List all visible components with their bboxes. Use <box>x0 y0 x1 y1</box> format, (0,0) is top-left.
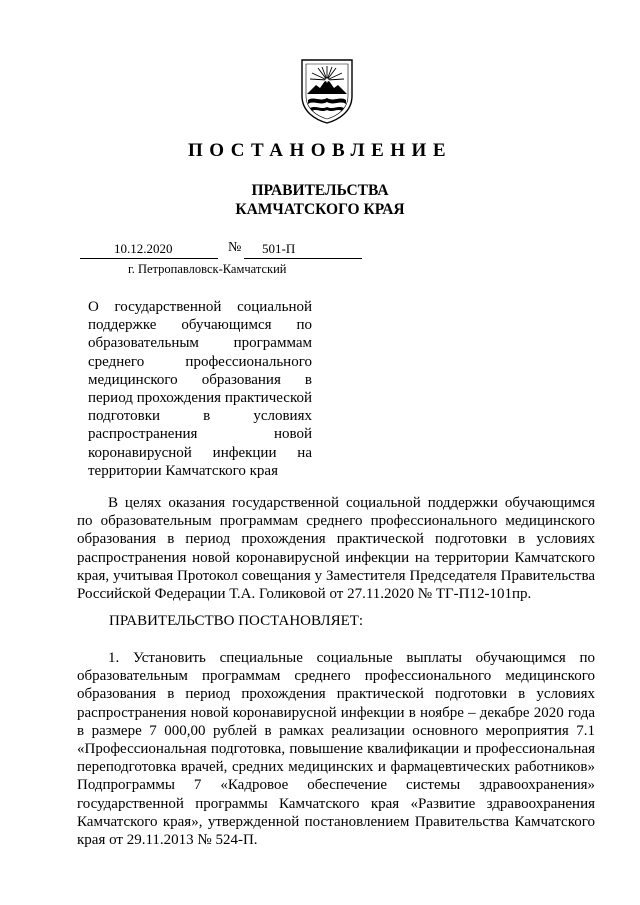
issuer-line-2: КАМЧАТСКОГО КРАЯ <box>235 201 405 218</box>
kamchatka-coat-of-arms-icon <box>300 58 354 124</box>
document-city: г. Петропавловск-Камчатский <box>128 262 287 276</box>
issuer-line-1: ПРАВИТЕЛЬСТВА <box>251 182 389 199</box>
resolution-heading: ПРАВИТЕЛЬСТВО ПОСТАНОВЛЯЕТ: <box>109 613 364 629</box>
number-underline <box>244 258 362 259</box>
number-sign: № <box>228 240 242 255</box>
document-date: 10.12.2020 <box>114 241 173 256</box>
document-subject: О государственной социальной поддержке обучающимся по образовательным программам среднего профессионального медицинского образования в период прохождения практической подготовки в условиях распространения новой коронавирусной инфекции на территории Камчатского края <box>88 299 312 479</box>
document-type-heading: ПОСТАНОВЛЕНИЕ <box>187 140 453 161</box>
issuer-heading <box>0 181 640 219</box>
clause-1-paragraph: 1. Установить специальные социальные выплаты обучающимся по образовательным программам среднего профессионального медицинского образования в период прохождения практической подготовки в условиях распространения новой коронавирусной инфекции в ноябре – декабре 2020 года в размере 7 000,00 рублей в рамках реализации основного мероприятия 7.1 «Профессиональная подготовка, повышение квалификации и профессиональная переподготовка врачей, средних медицинских и фармацевтических работников» Подпрограммы 7 «Кадровое обеспечение системы здравоохранения» государственной программы Камчатского края «Развитие здравоохранения Камчатского края», утвержденной постановлением Правительства Камчатского края от 29.11.2013 № 524-П. <box>77 650 595 849</box>
document-number: 501-П <box>262 241 296 256</box>
preamble-paragraph: В целях оказания государственной социальной поддержки обучающимся по образовательным программам среднего профессионального медицинского образования в период прохождения практической подготовки в условиях распространения новой коронавирусной инфекции на территории Камчатского края, учитывая Протокол совещания у Заместителя Председателя Правительства Российской Федерации Т.А. Голиковой от 27.11.2020 № ТГ-П12-101пр. <box>77 495 595 603</box>
date-underline <box>80 258 218 259</box>
